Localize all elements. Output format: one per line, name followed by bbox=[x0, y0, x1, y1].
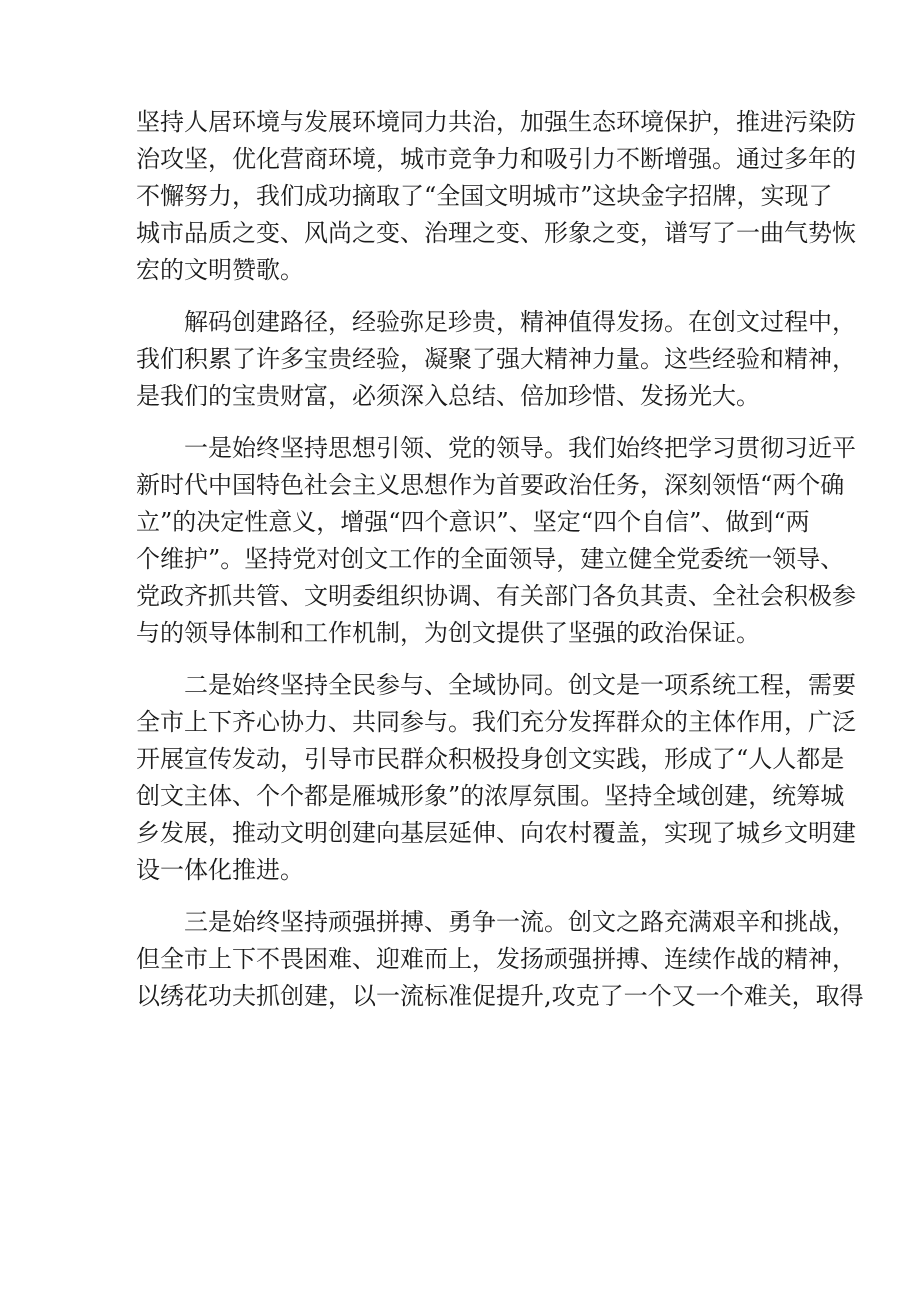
text-line: 乡发展，推动文明创建向基层延伸、向农村覆盖，实现了城乡文明建 bbox=[136, 819, 856, 847]
text-line: 解码创建路径，经验弥足珍贵，精神值得发扬。在创文过程中， bbox=[184, 308, 856, 336]
text-line: 宏的文明赞歌。 bbox=[136, 256, 304, 284]
text-line: 以绣花功夫抓创建，以一流标准促提升,攻克了一个又一个难关，取得 bbox=[136, 982, 864, 1010]
paragraph-4 bbox=[136, 667, 856, 889]
text-line: 设一体化推进。 bbox=[136, 856, 304, 884]
text-line: 创文主体、个个都是雁城形象”的浓厚氛围。坚持全域创建，统筹城 bbox=[136, 782, 845, 810]
paragraph-2 bbox=[136, 304, 856, 415]
paragraph-3 bbox=[136, 430, 856, 652]
text-line: 与的领导体制和工作机制，为创文提供了坚强的政治保证。 bbox=[136, 619, 760, 647]
text-line: 我们积累了许多宝贵经验，凝聚了强大精神力量。这些经验和精神， bbox=[136, 345, 856, 373]
text-line: 三是始终坚持顽强拼搏、勇争一流。创文之路充满艰辛和挑战， bbox=[184, 908, 856, 936]
text-line: 一是始终坚持思想引领、党的领导。我们始终把学习贯彻习近平 bbox=[184, 434, 856, 462]
text-line: 党政齐抓共管、文明委组织协调、有关部门各负其责、全社会积极参 bbox=[136, 582, 856, 610]
text-line: 开展宣传发动，引导市民群众积极投身创文实践，形成了“人人都是 bbox=[136, 745, 845, 773]
text-line: 是我们的宝贵财富，必须深入总结、倍加珍惜、发扬光大。 bbox=[136, 382, 760, 410]
text-line: 城市品质之变、风尚之变、治理之变、形象之变，谱写了一曲气势恢 bbox=[136, 219, 856, 247]
document-body bbox=[136, 104, 864, 1030]
text-line: 立”的决定性意义，增强“四个意识”、坚定“四个自信”、做到“两 bbox=[136, 508, 810, 536]
text-line: 新时代中国特色社会主义思想作为首要政治任务，深刻领悟“两个确 bbox=[136, 471, 845, 499]
text-line: 个维护”。坚持党对创文工作的全面领导，建立健全党委统一领导、 bbox=[136, 545, 845, 573]
text-line: 坚持人居环境与发展环境同力共治，加强生态环境保护，推进污染防 bbox=[136, 108, 856, 136]
text-line: 但全市上下不畏困难、迎难而上，发扬顽强拼搏、连续作战的精神， bbox=[136, 945, 856, 973]
text-line: 全市上下齐心协力、共同参与。我们充分发挥群众的主体作用，广泛 bbox=[136, 708, 856, 736]
text-line: 不懈努力，我们成功摘取了“全国文明城市”这块金字招牌，实现了 bbox=[136, 182, 833, 210]
text-line: 治攻坚，优化营商环境，城市竞争力和吸引力不断增强。通过多年的 bbox=[136, 145, 856, 173]
paragraph-5 bbox=[136, 904, 864, 1015]
paragraph-1 bbox=[136, 104, 856, 289]
text-line: 二是始终坚持全民参与、全域协同。创文是一项系统工程，需要 bbox=[184, 671, 856, 699]
